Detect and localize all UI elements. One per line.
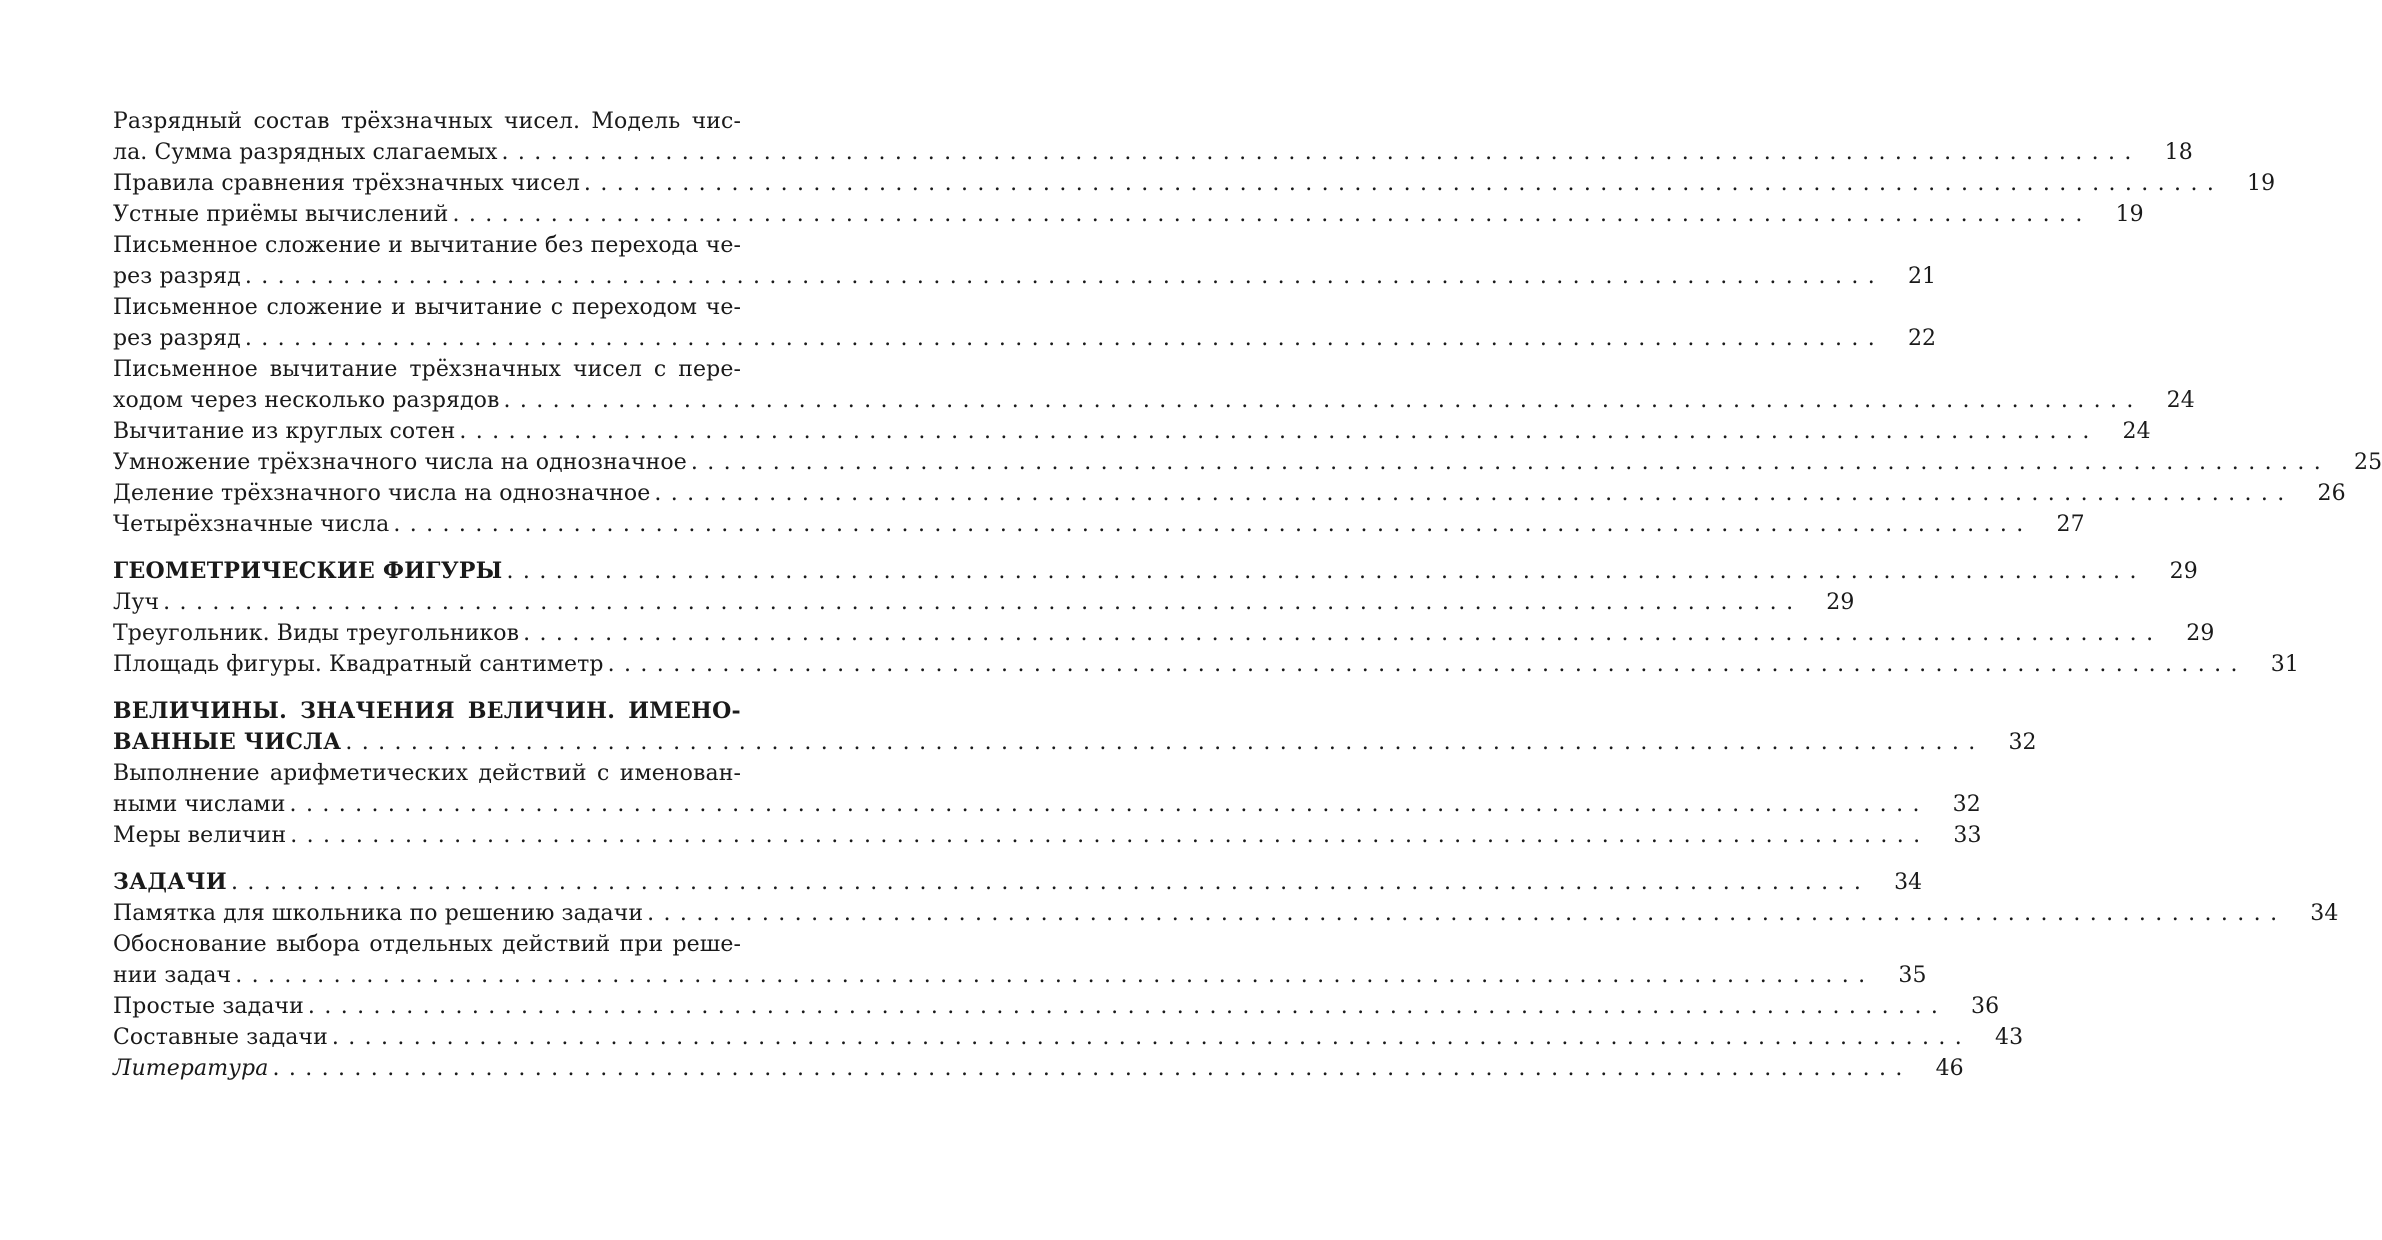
toc-entry[interactable]: [113, 230, 1937, 292]
table-of-contents: [113, 106, 2382, 1084]
toc-entry-title: Литература: [113, 1056, 269, 1081]
toc-page-number: 25: [2353, 450, 2382, 475]
toc-entry[interactable]: [113, 478, 2346, 509]
toc-entry[interactable]: [113, 292, 1937, 354]
toc-entry-last-line: [113, 618, 2215, 649]
toc-page-number: 29: [2169, 559, 2198, 584]
toc-entry-title-line2: ходом через несколько разрядов: [113, 388, 500, 413]
toc-entry-title: Меры величин: [113, 823, 287, 848]
toc-entry[interactable]: [113, 991, 2000, 1022]
toc-section-title-line2: ВАННЫЕ ЧИСЛА: [113, 729, 342, 755]
toc-page-number: 26: [2317, 481, 2346, 506]
dot-leader: ....................................................................................................: [272, 1056, 1912, 1081]
toc-entry-title-line2: рез разряд: [113, 326, 241, 351]
toc-entry-title: Составные задачи: [113, 1025, 328, 1050]
dot-leader: ....................................................................................................: [654, 481, 2294, 506]
toc-page-number: 29: [2186, 621, 2215, 646]
toc-page-number: 32: [1952, 792, 1981, 817]
toc-entry-literature[interactable]: [113, 1053, 1964, 1084]
toc-entry-last-line: [113, 789, 1981, 820]
toc-entry-last-line: [113, 820, 1982, 851]
toc-page-number: 34: [1894, 870, 1923, 895]
toc-entry-title: Правила сравнения трёхзначных чисел: [113, 171, 580, 196]
toc-page-number: 32: [2008, 730, 2037, 755]
toc-entry[interactable]: [113, 199, 2144, 230]
toc-entry-last-line: [113, 199, 2144, 230]
dot-leader: ....................................................................................................: [244, 326, 1885, 351]
toc-entry-title: Умножение трёхзначного числа на однозначное: [113, 450, 687, 475]
toc-entry[interactable]: [113, 509, 2085, 540]
toc-section-heading[interactable]: [113, 696, 2037, 758]
toc-entry-last-line: [113, 587, 1855, 618]
dot-leader: ....................................................................................................: [290, 823, 1930, 848]
toc-section-title: ЗАДАЧИ: [113, 869, 227, 895]
toc-entry-last-line: [113, 416, 2151, 447]
toc-section-heading[interactable]: [113, 556, 2198, 587]
toc-entry[interactable]: [113, 587, 1855, 618]
toc-entry-title-line1: Письменное сложение и вычитание без перехода че-: [113, 233, 741, 258]
toc-entry-last-line: [113, 385, 2195, 416]
toc-entry-title-line2: рез разряд: [113, 264, 241, 289]
toc-page-number: 19: [2115, 202, 2144, 227]
toc-entry-title: Вычитание из круглых сотен: [113, 419, 456, 444]
toc-entry-last-line: [113, 1053, 1964, 1084]
dot-leader: ....................................................................................................: [307, 994, 1948, 1019]
toc-page-number: 24: [2166, 388, 2195, 413]
toc-entry-title: Треугольник. Виды треугольников: [113, 621, 520, 646]
toc-entry-title: Простые задачи: [113, 994, 304, 1019]
toc-entry-last-line: [113, 867, 1923, 898]
toc-entry-title: Устные приёмы вычислений: [113, 202, 449, 227]
toc-page-number: 29: [1826, 590, 1855, 615]
toc-entry-last-line: [113, 168, 2276, 199]
toc-entry[interactable]: [113, 106, 2193, 168]
toc-entry-title-line1: Обоснование выбора отдельных действий при реше-: [113, 932, 741, 957]
toc-entry-last-line: [113, 556, 2198, 587]
dot-leader: ....................................................................................................: [506, 559, 2146, 584]
toc-entry-last-line: [113, 478, 2346, 509]
toc-entry-last-line: [113, 649, 2299, 680]
toc-page-number: 43: [1994, 1025, 2024, 1050]
dot-leader: ....................................................................................................: [690, 450, 2331, 475]
dot-leader: ....................................................................................................: [607, 652, 2247, 677]
toc-entry[interactable]: [113, 820, 1982, 851]
toc-entry-last-line: [113, 727, 2037, 758]
toc-entry[interactable]: [113, 758, 1981, 820]
dot-leader: ....................................................................................................: [235, 963, 1875, 988]
toc-page-number: 31: [2270, 652, 2299, 677]
toc-entry-title: Памятка для школьника по решению задачи: [113, 901, 644, 926]
toc-entry-title: Площадь фигуры. Квадратный сантиметр: [113, 652, 604, 677]
toc-entry[interactable]: [113, 618, 2215, 649]
toc-page-number: 33: [1953, 823, 1982, 848]
toc-entry[interactable]: [113, 649, 2299, 680]
toc-page-number: 46: [1935, 1056, 1964, 1081]
toc-entry[interactable]: [113, 447, 2382, 478]
toc-entry-last-line: [113, 447, 2382, 478]
toc-entry-title: Луч: [113, 590, 160, 615]
toc-entry-title: Деление трёхзначного числа на однозначное: [113, 481, 651, 506]
dot-leader: ....................................................................................................: [331, 1025, 1972, 1050]
dot-leader: ....................................................................................................: [289, 792, 1929, 817]
toc-page-number: 21: [1907, 264, 1937, 289]
dot-leader: ....................................................................................................: [501, 140, 2141, 165]
toc-entry-title-line1: Разрядный состав трёхзначных чисел. Модель чис-: [113, 109, 741, 134]
toc-entry[interactable]: [113, 354, 2195, 416]
toc-entry-last-line: [113, 261, 1937, 292]
toc-page-number: 19: [2247, 171, 2276, 196]
toc-entry-last-line: [113, 960, 1927, 991]
toc-entry-last-line: [113, 898, 2339, 929]
toc-page-number: 35: [1898, 963, 1927, 988]
toc-entry-title-line1: Письменное сложение и вычитание с переходом че-: [113, 295, 741, 320]
toc-page-number: 27: [2056, 512, 2085, 537]
toc-entry[interactable]: [113, 416, 2151, 447]
dot-leader: ....................................................................................................: [503, 388, 2143, 413]
toc-entry[interactable]: [113, 929, 1927, 991]
dot-leader: ....................................................................................................: [452, 202, 2092, 227]
dot-leader: ....................................................................................................: [459, 419, 2099, 444]
toc-entry-last-line: [113, 323, 1937, 354]
toc-entry-title-line2: ла. Сумма разрядных слагаемых: [113, 140, 498, 165]
toc-entry-last-line: [113, 991, 2000, 1022]
toc-entry-last-line: [113, 509, 2085, 540]
toc-entry-title: Четырёхзначные числа: [113, 512, 390, 537]
toc-section-title-line1: ВЕЛИЧИНЫ. ЗНАЧЕНИЯ ВЕЛИЧИН. ИМЕНО-: [113, 698, 741, 724]
toc-entry[interactable]: [113, 168, 2276, 199]
dot-leader: ....................................................................................................: [523, 621, 2163, 646]
dot-leader: ....................................................................................................: [583, 171, 2224, 196]
toc-entry-last-line: [113, 1022, 2024, 1053]
toc-section-heading[interactable]: [113, 867, 1923, 898]
toc-page-number: 22: [1907, 326, 1937, 351]
dot-leader: ....................................................................................................: [647, 901, 2287, 926]
dot-leader: ....................................................................................................: [230, 870, 1871, 895]
toc-entry-title-line1: Письменное вычитание трёхзначных чисел с пере-: [113, 357, 741, 382]
toc-page-number: 34: [2310, 901, 2339, 926]
dot-leader: ....................................................................................................: [345, 730, 1985, 755]
toc-entry-last-line: [113, 137, 2193, 168]
toc-entry-title-line2: ными числами: [113, 792, 286, 817]
toc-page-number: 36: [1971, 994, 2000, 1019]
dot-leader: ....................................................................................................: [244, 264, 1885, 289]
toc-page-number: 18: [2164, 140, 2193, 165]
dot-leader: ....................................................................................................: [163, 590, 1803, 615]
toc-section-title: ГЕОМЕТРИЧЕСКИЕ ФИГУРЫ: [113, 558, 503, 584]
dot-leader: ....................................................................................................: [393, 512, 2033, 537]
toc-entry-title-line1: Выполнение арифметических действий с именован-: [113, 761, 741, 786]
toc-entry-title-line2: нии задач: [113, 963, 232, 988]
toc-entry[interactable]: [113, 1022, 2024, 1053]
toc-page-number: 24: [2122, 419, 2151, 444]
toc-entry[interactable]: [113, 898, 2339, 929]
